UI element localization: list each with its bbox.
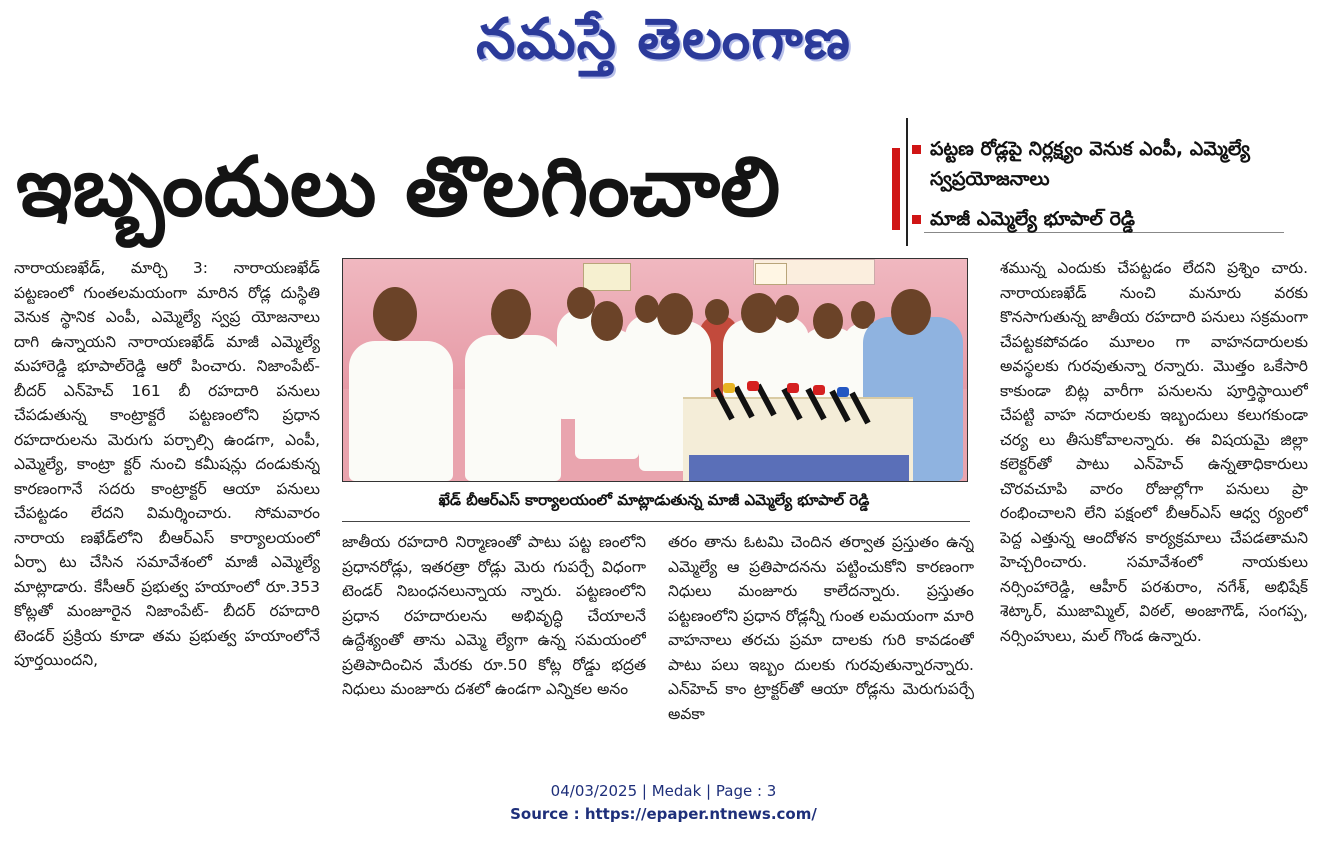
subheadline-2 xyxy=(930,204,1310,234)
headline: ఇబ్బందులు తొలగించాలి xyxy=(16,140,781,235)
photo-head xyxy=(657,293,693,335)
photo-calendar xyxy=(755,263,787,285)
divider xyxy=(342,521,970,522)
microphone-icon xyxy=(813,385,825,395)
photo-tablecloth xyxy=(689,455,909,481)
photo-caption: ఖేడ్ బీఆర్ఎస్ కార్యాలయంలో మాట్లాడుతున్న మాజీ ఎమ్మెల్యే భూపాల్ రెడ్డి xyxy=(438,491,870,509)
photo-head xyxy=(373,287,417,341)
photo-head xyxy=(705,299,729,325)
edition-info: 04/03/2025 | Medak | Page : 3 xyxy=(550,782,777,800)
photo-head xyxy=(635,295,659,323)
article-column-4: శమున్న ఎందుకు చేపట్టడం లేదని ప్రశ్నిం చారు. నారాయణఖేడ్ నుంచి మనూరు వరకు కొనసాగుతున్న జాతీయ రహదారి పనులు సక్రమంగా చేపట్టకపోవడం మూలం గా వాహనదారులకు అవస్థలకు గురవుతున్నా రన్నారు. మొత్తం ఒకేసారి కాకుండా బిట్ల వారీగా పనులను పూర్తిస్థాయిలో చేపట్టి వాహ నదారులకు ఇబ్బందులు కలుగకుండా చర్య లు తీసుకోవాలన్నారు. ఈ విషయమై జిల్లా కలెక్టర్‌తో పాటు ఎన్‌హెచ్ ఉన్నతాధికారులు చొరవచూపి వారం రోజుల్లోగా పనులు ప్రా రంభించాలని లేని పక్షంలో బీఆర్ఎస్ ఆధ్వ ర్యంలో పెద్ద ఎత్తున్న ఆందోళన కార్యక్రమాలు చేపడతామని హెచ్చరించారు. సమావేశంలో నాయకులు నర్సింహారెడ్డి, ఆహీర్ పరశురాం, నగేశ్, అభిషేక్ శెట్కార్, ముజామ్మిల్, విఠల్, అంజాగౌడ్, సంగప్ప, నర్సింహులు, మల్ గొండ ఉన్నారు. xyxy=(1000,259,1308,645)
photo-head xyxy=(891,289,931,335)
microphone-icon xyxy=(747,381,759,391)
article-column-3: తరం తాను ఓటమి చెందిన తర్వాత ప్రస్తుతం ఉన్న ఎమ్మెల్యే ఆ ప్రతిపాదనను పట్టించుకోని కారణంగా నిధులు మంజూరు కాలేదన్నారు. ప్రస్తుతం పట్టణంలోని ప్రధాన రోడ్లన్నీ గుంత లమయంగా మారి వాహనాలు తరచు ప్రమా దాలకు గురి కావడంతో పాటు పలు ఇబ్బం దులకు గురవుతున్నారన్నారు. ఎన్‌హెచ్ కాం ట్రాక్టర్‌తో ఆయా రోడ్లను మెరుగుపర్చే అవకా xyxy=(668,533,974,723)
photo-head xyxy=(591,301,623,341)
photo-shelf xyxy=(583,263,631,291)
subheadline-block xyxy=(906,118,1322,246)
bullet-icon xyxy=(912,145,921,154)
microphone-icon xyxy=(837,387,849,397)
source-link[interactable]: Source : https://epaper.ntnews.com/ xyxy=(510,805,817,823)
subheadline-1 xyxy=(930,134,1310,194)
subheadline-2-text: మాజీ ఎమ్మెల్యే భూపాల్ రెడ్డి xyxy=(930,208,1135,230)
photo-person xyxy=(575,329,639,459)
microphone-icon xyxy=(723,383,735,393)
article-column-2: జాతీయ రహదారి నిర్మాణంతో పాటు పట్ట ణంలోని ప్రధానరోడ్లు, ఇతరత్రా రోడ్లు మెరు గుపర్చే విధంగా టెండర్ నిబంధనలున్నాయ న్నారు. పట్టణంలోని ప్రధాన రహదారులను అభివృద్ధి చేయాలనే ఉద్దేశ్యంతో తాను ఎమ్మె ల్యేగా ఉన్న సమయంలో ప్రతిపాదించిన మేరకు రూ.50 కోట్ల రోడ్డు భద్రత నిధులు మంజూరు దశలో ఉండగా ఎన్నికల అనం xyxy=(342,533,646,698)
photo-person xyxy=(465,335,561,481)
subheadline-1-text: పట్టణ రోడ్లపై నిర్లక్ష్యం వెనుక ఎంపీ, ఎమ్మెల్యే స్వప్రయోజనాలు xyxy=(930,138,1250,190)
masthead-logo: నమస్తే తెలంగాణ xyxy=(476,7,851,72)
article-column-1: నారాయణఖేడ్, మార్చి 3: నారాయణఖేడ్ పట్టణంలో గుంతలమయంగా మారిన రోడ్ల దుస్థితి వెనుక స్థానిక ఎంపీ, ఎమ్మెల్యే స్వప్ర యోజనాలు దాగి ఉన్నాయని నారాయణఖేడ్ మాజీ ఎమ్మెల్యే మహారెడ్డి భూపాల్‌రెడ్డి ఆరో పించారు. నిజాంపేట్-బీదర్ ఎన్‌హెచ్ 161 బీ రహదారి పనులు చేపడుతున్న కాంట్రాక్టరే పట్టణంలోని ప్రధాన రహదారులను మెరుగు పర్చాల్సి ఉండగా, ఎంపీ, ఎమ్మెల్యే, కాంట్రా క్టర్ నుంచి కమీషన్లు దండుకున్న కారణంగానే సదరు కాంట్రాక్టర్ ఆయా పనులు చేపట్టడం లేదని విమర్శించారు. సోమవారం నారాయ ణఖేడ్‌లోని బీఆర్ఎస్ కార్యాలయంలో ఏర్పా టు చేసిన సమావేశంలో మాజీ ఎమ్మెల్యే మాట్లాడారు. కేసీఆర్ ప్రభుత్వ హయాంలో రూ.353 కోట్లతో మంజూరైన నిజాంపేట్- బీదర్ రహదారి టెండర్ ప్రక్రియ కూడా తమ ప్రభుత్వ హయాంలోనే పూర్తయిందని, xyxy=(14,259,320,669)
photo-head xyxy=(813,303,843,339)
microphone-icon xyxy=(787,383,799,393)
bullet-icon xyxy=(912,215,921,224)
photo-person xyxy=(349,341,453,481)
photo-head xyxy=(741,293,777,333)
news-photo xyxy=(342,258,968,482)
accent-bar xyxy=(892,148,900,230)
photo-head xyxy=(491,289,531,339)
